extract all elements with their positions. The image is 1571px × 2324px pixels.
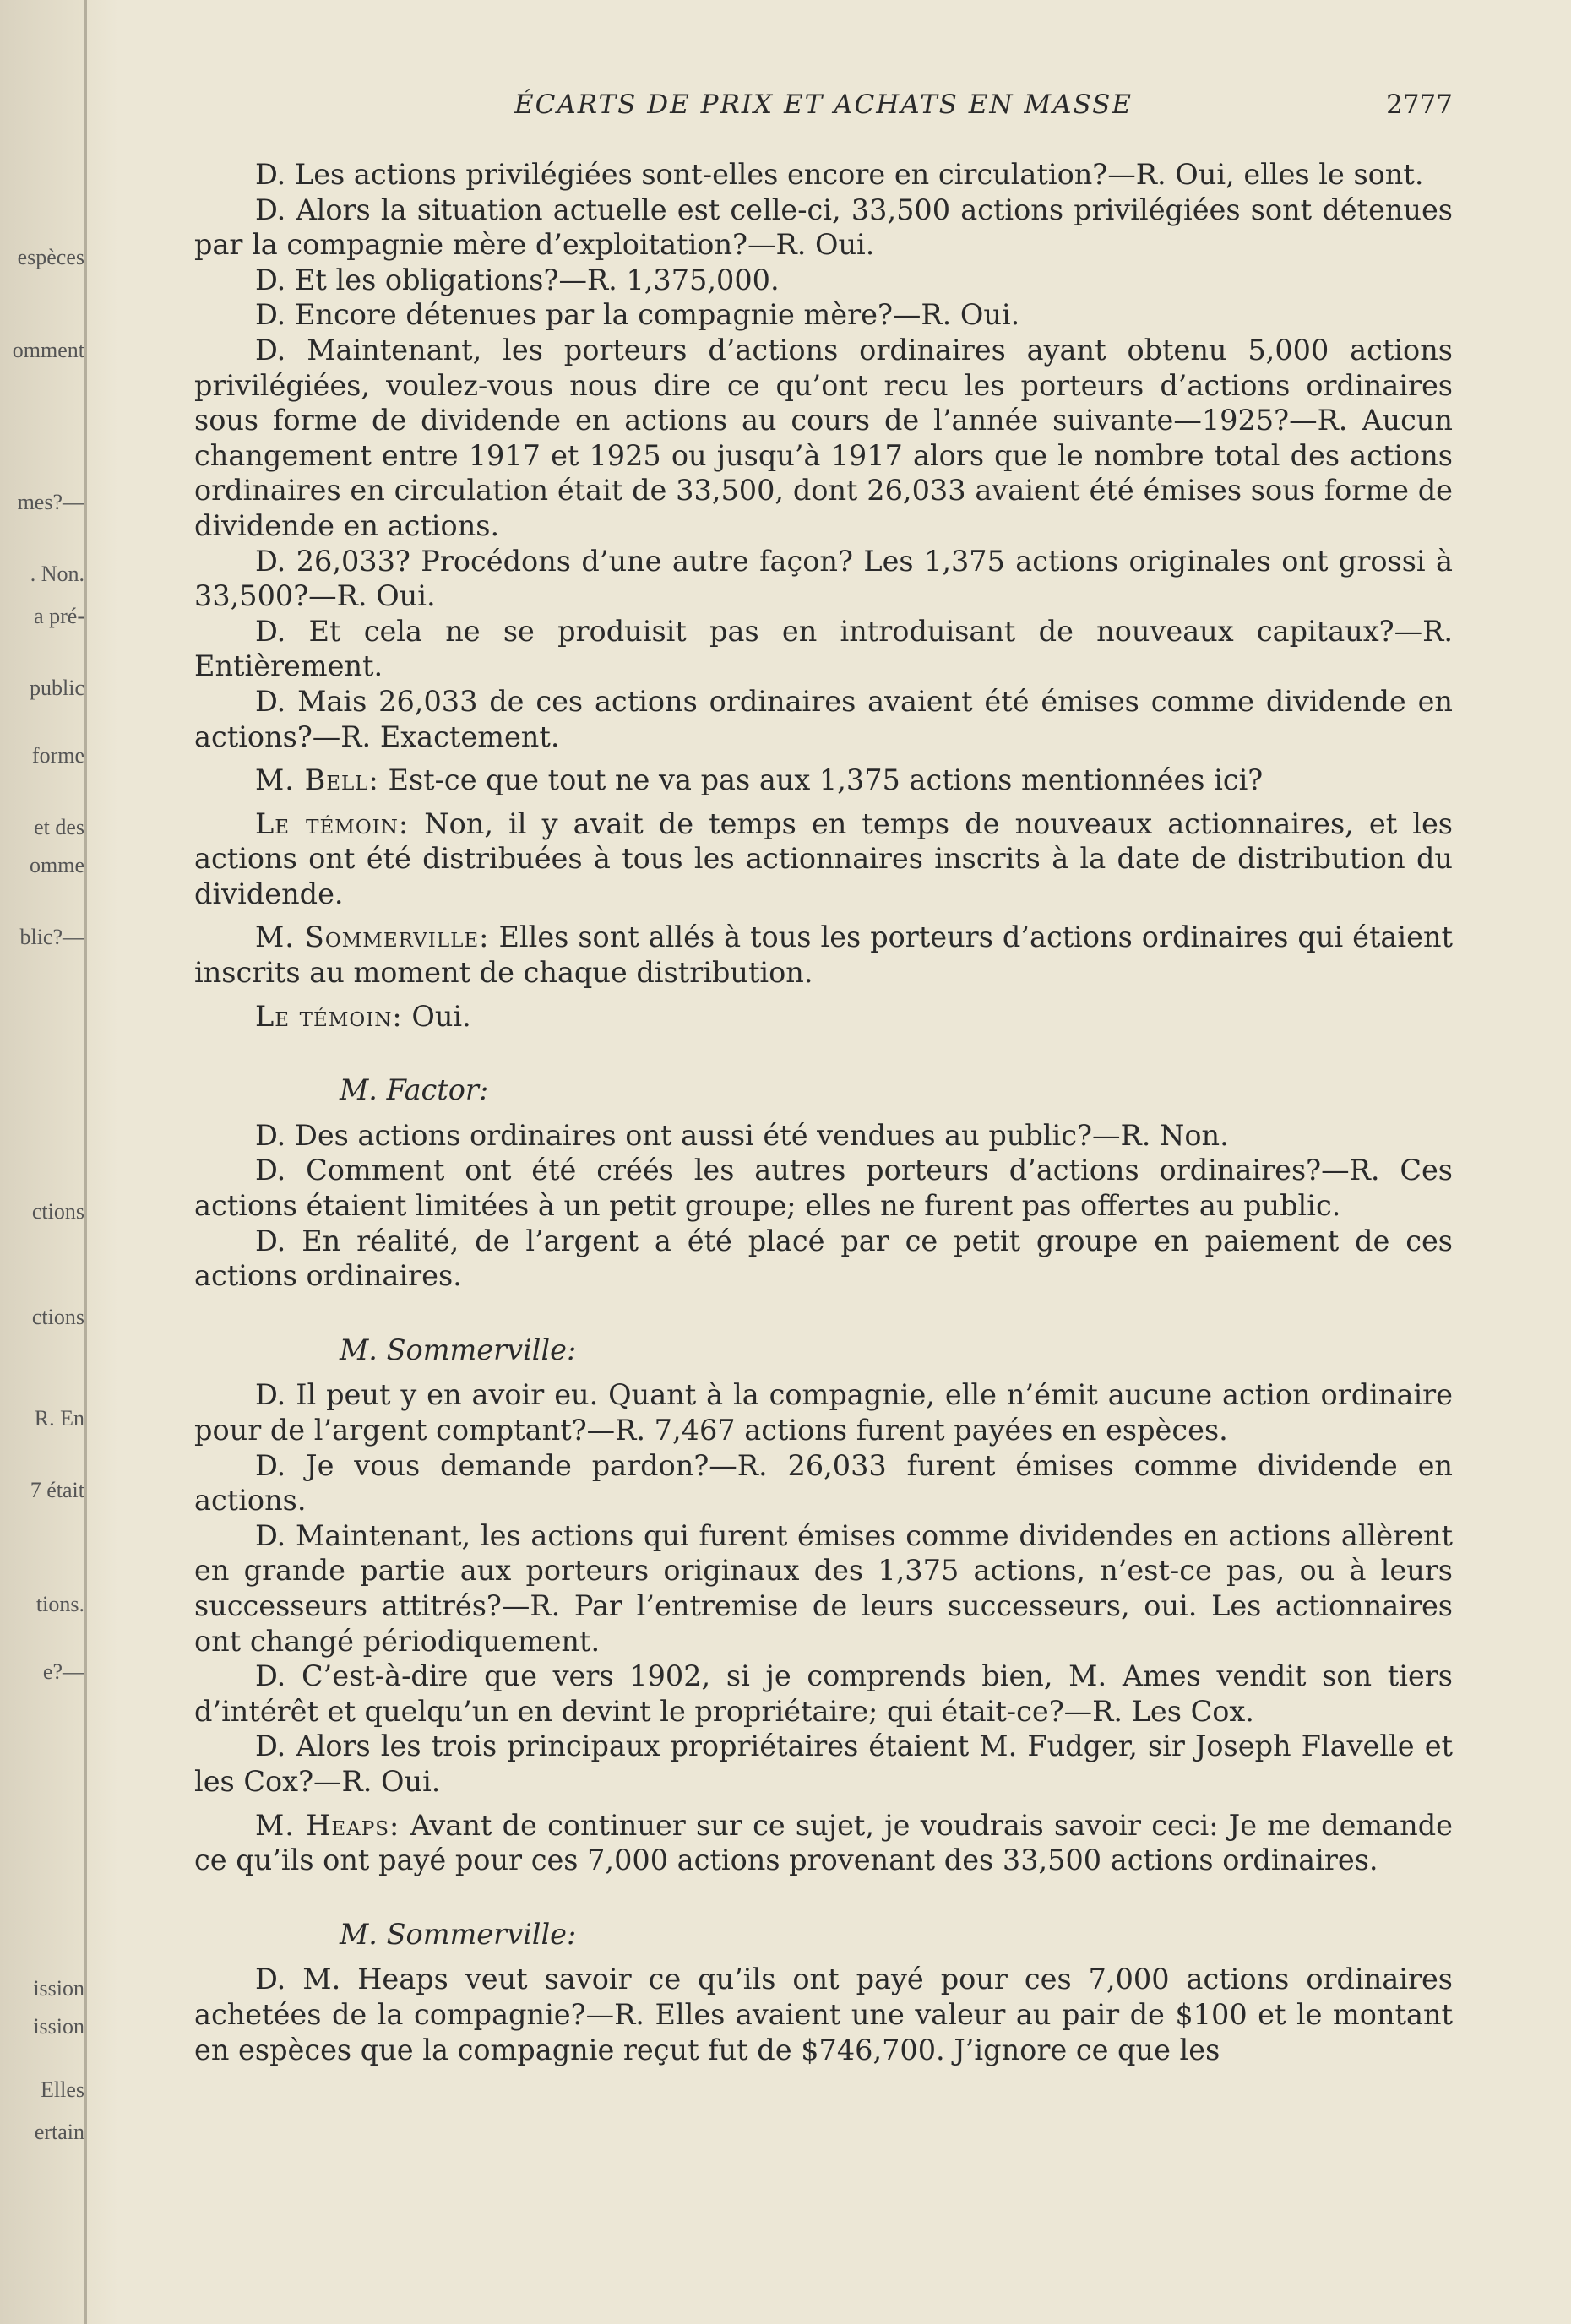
section-speaker-heading: M. Factor: bbox=[340, 1073, 489, 1107]
speaker-paragraph bbox=[194, 920, 1453, 990]
page-body bbox=[194, 157, 1453, 2067]
speaker-paragraph bbox=[194, 806, 1453, 912]
margin-fragment: omment bbox=[12, 338, 84, 362]
paragraph: D. M. Heaps veut savoir ce qu’ils ont payé pour ces 7,000 actions ordinaires achetées de la compagnie?—R. Elles avaient une valeur au pair de $100 et le montant en espèces que la compagnie reçut fut de $746,700. J’ignore ce que les bbox=[194, 1963, 1453, 2066]
speaker-text: Avant de continuer sur ce sujet, je voudrais savoir ceci: Je me demande ce qu’ils ont payé pour ces 7,000 actions provenant des 33,500 actions ordinaires. bbox=[194, 1808, 1453, 1877]
speaker-text: Elles sont allés à tous les porteurs d’actions ordinaires qui étaient inscrits au moment de chaque distribution. bbox=[194, 920, 1453, 990]
paragraph: D. Je vous demande pardon?—R. 26,033 furent émises comme dividende en actions. bbox=[194, 1448, 1453, 1518]
speaker-text: Oui. bbox=[411, 999, 471, 1033]
running-title: ÉCARTS DE PRIX ET ACHATS EN MASSE bbox=[514, 90, 1133, 120]
margin-fragment: espèces bbox=[17, 245, 84, 269]
margin-fragment: public bbox=[30, 676, 84, 700]
speaker-paragraph bbox=[194, 1808, 1453, 1878]
section-speaker-heading: M. Sommerville: bbox=[340, 1333, 577, 1366]
paragraph: D. Et les obligations?—R. 1,375,000. bbox=[255, 263, 780, 296]
speaker-paragraph bbox=[194, 763, 1453, 798]
speaker-paragraph bbox=[194, 999, 1453, 1034]
margin-fragment: Elles bbox=[41, 2077, 84, 2102]
margin-fragment: forme bbox=[31, 743, 84, 768]
speaker-name: M. Sommerville: bbox=[255, 920, 490, 954]
margin-fragment: blic?— bbox=[19, 925, 84, 949]
paragraph: D. Maintenant, les actions qui furent émises comme dividendes en actions allèrent en grande partie aux porteurs originaux des 1,375 actions, n’est-ce pas, ou à leurs successeurs attitrés?—R. Par l’entremise de leurs successeurs, oui. Les actionnaires ont changé périodiquement. bbox=[194, 1518, 1453, 1658]
paragraph: D. Il peut y en avoir eu. Quant à la compagnie, elle n’émit aucune action ordinaire pour de l’argent comptant?—R. 7,467 actions furent payées en espèces. bbox=[194, 1378, 1453, 1447]
speaker-text: Est-ce que tout ne va pas aux 1,375 actions mentionnées ici? bbox=[388, 763, 1264, 797]
page-header bbox=[194, 90, 1453, 132]
margin-fragment: R. En bbox=[34, 1406, 84, 1431]
paragraph: D. 26,033? Procédons d’une autre façon? Les 1,375 actions originales ont grossi à 33,500?—R. Oui. bbox=[194, 544, 1453, 613]
margin-fragment: tions. bbox=[35, 1592, 84, 1616]
left-page-bleed bbox=[0, 0, 118, 2324]
margin-fragment: ctions bbox=[31, 1199, 84, 1224]
paragraph: D. Alors la situation actuelle est celle-ci, 33,500 actions privilégiées sont détenues par la compagnie mère d’exploitation?—R. Oui. bbox=[194, 193, 1453, 262]
paragraph: D. Les actions privilégiées sont-elles encore en circulation?—R. Oui, elles le sont. bbox=[255, 158, 1424, 191]
margin-fragment: mes?— bbox=[17, 490, 84, 514]
paragraph: D. Encore détenues par la compagnie mère?—R. Oui. bbox=[255, 298, 1020, 332]
paragraph: D. Alors les trois principaux propriétaires étaient M. Fudger, sir Joseph Flavelle et les Cox?—R. Oui. bbox=[194, 1729, 1453, 1798]
paragraph: D. Des actions ordinaires ont aussi été vendues au public?—R. Non. bbox=[255, 1118, 1229, 1152]
speaker-name: Le témoin: bbox=[255, 999, 403, 1033]
paragraph: D. Et cela ne se produisit pas en introduisant de nouveaux capitaux?—R. Entièrement. bbox=[194, 614, 1453, 683]
paragraph: D. En réalité, de l’argent a été placé par ce petit groupe en paiement de ces actions ordinaires. bbox=[194, 1224, 1453, 1293]
margin-fragment: ission bbox=[33, 1976, 84, 2001]
paragraph: D. Comment ont été créés les autres porteurs d’actions ordinaires?—R. Ces actions étaient limitées à un petit groupe; elles ne furent pas offertes au public. bbox=[194, 1154, 1453, 1223]
margin-fragment: 7 était bbox=[30, 1478, 84, 1502]
margin-fragment: e?— bbox=[42, 1659, 84, 1684]
margin-fragment: . Non. bbox=[30, 562, 84, 586]
paragraph: D. C’est-à-dire que vers 1902, si je comprends bien, M. Ames vendit son tiers d’intérêt et quelqu’un en devint le propriétaire; qui était-ce?—R. Les Cox. bbox=[194, 1659, 1453, 1728]
speaker-text: Non, il y avait de temps en temps de nouveaux actionnaires, et les actions ont été distribuées à tous les actionnaires inscrits à la date de distribution du dividende. bbox=[194, 806, 1454, 910]
margin-fragment: ission bbox=[33, 2014, 84, 2039]
speaker-name: M. Bell: bbox=[255, 763, 379, 797]
margin-fragment: ertain bbox=[34, 2120, 84, 2144]
section-speaker-heading: M. Sommerville: bbox=[340, 1917, 577, 1951]
margin-fragment: ctions bbox=[31, 1305, 84, 1329]
margin-fragment: a pré- bbox=[34, 604, 84, 628]
page-number: 2777 bbox=[1386, 90, 1453, 120]
speaker-name: M. Heaps: bbox=[255, 1808, 400, 1842]
margin-fragment: et des bbox=[34, 815, 84, 839]
speaker-name: Le témoin: bbox=[255, 806, 410, 840]
margin-fragment: omme bbox=[30, 853, 84, 877]
paragraph: D. Mais 26,033 de ces actions ordinaires avaient été émises comme dividende en actions?—R. Exactement. bbox=[194, 684, 1453, 753]
binding-gutter-line bbox=[84, 0, 87, 2324]
paragraph: D. Maintenant, les porteurs d’actions ordinaires ayant obtenu 5,000 actions privilégiées, voulez-vous nous dire ce qu’ont recu les porteurs d’actions ordinaires sous forme de dividende en actions au cours de l’année suivante—1925?—R. Aucun changement entre 1917 et 1925 ou jusqu’à 1917 alors que le nombre total des actions ordinaires en circulation était de 33,500, dont 26,033 avaient été émises sous forme de dividende en actions. bbox=[194, 333, 1453, 542]
